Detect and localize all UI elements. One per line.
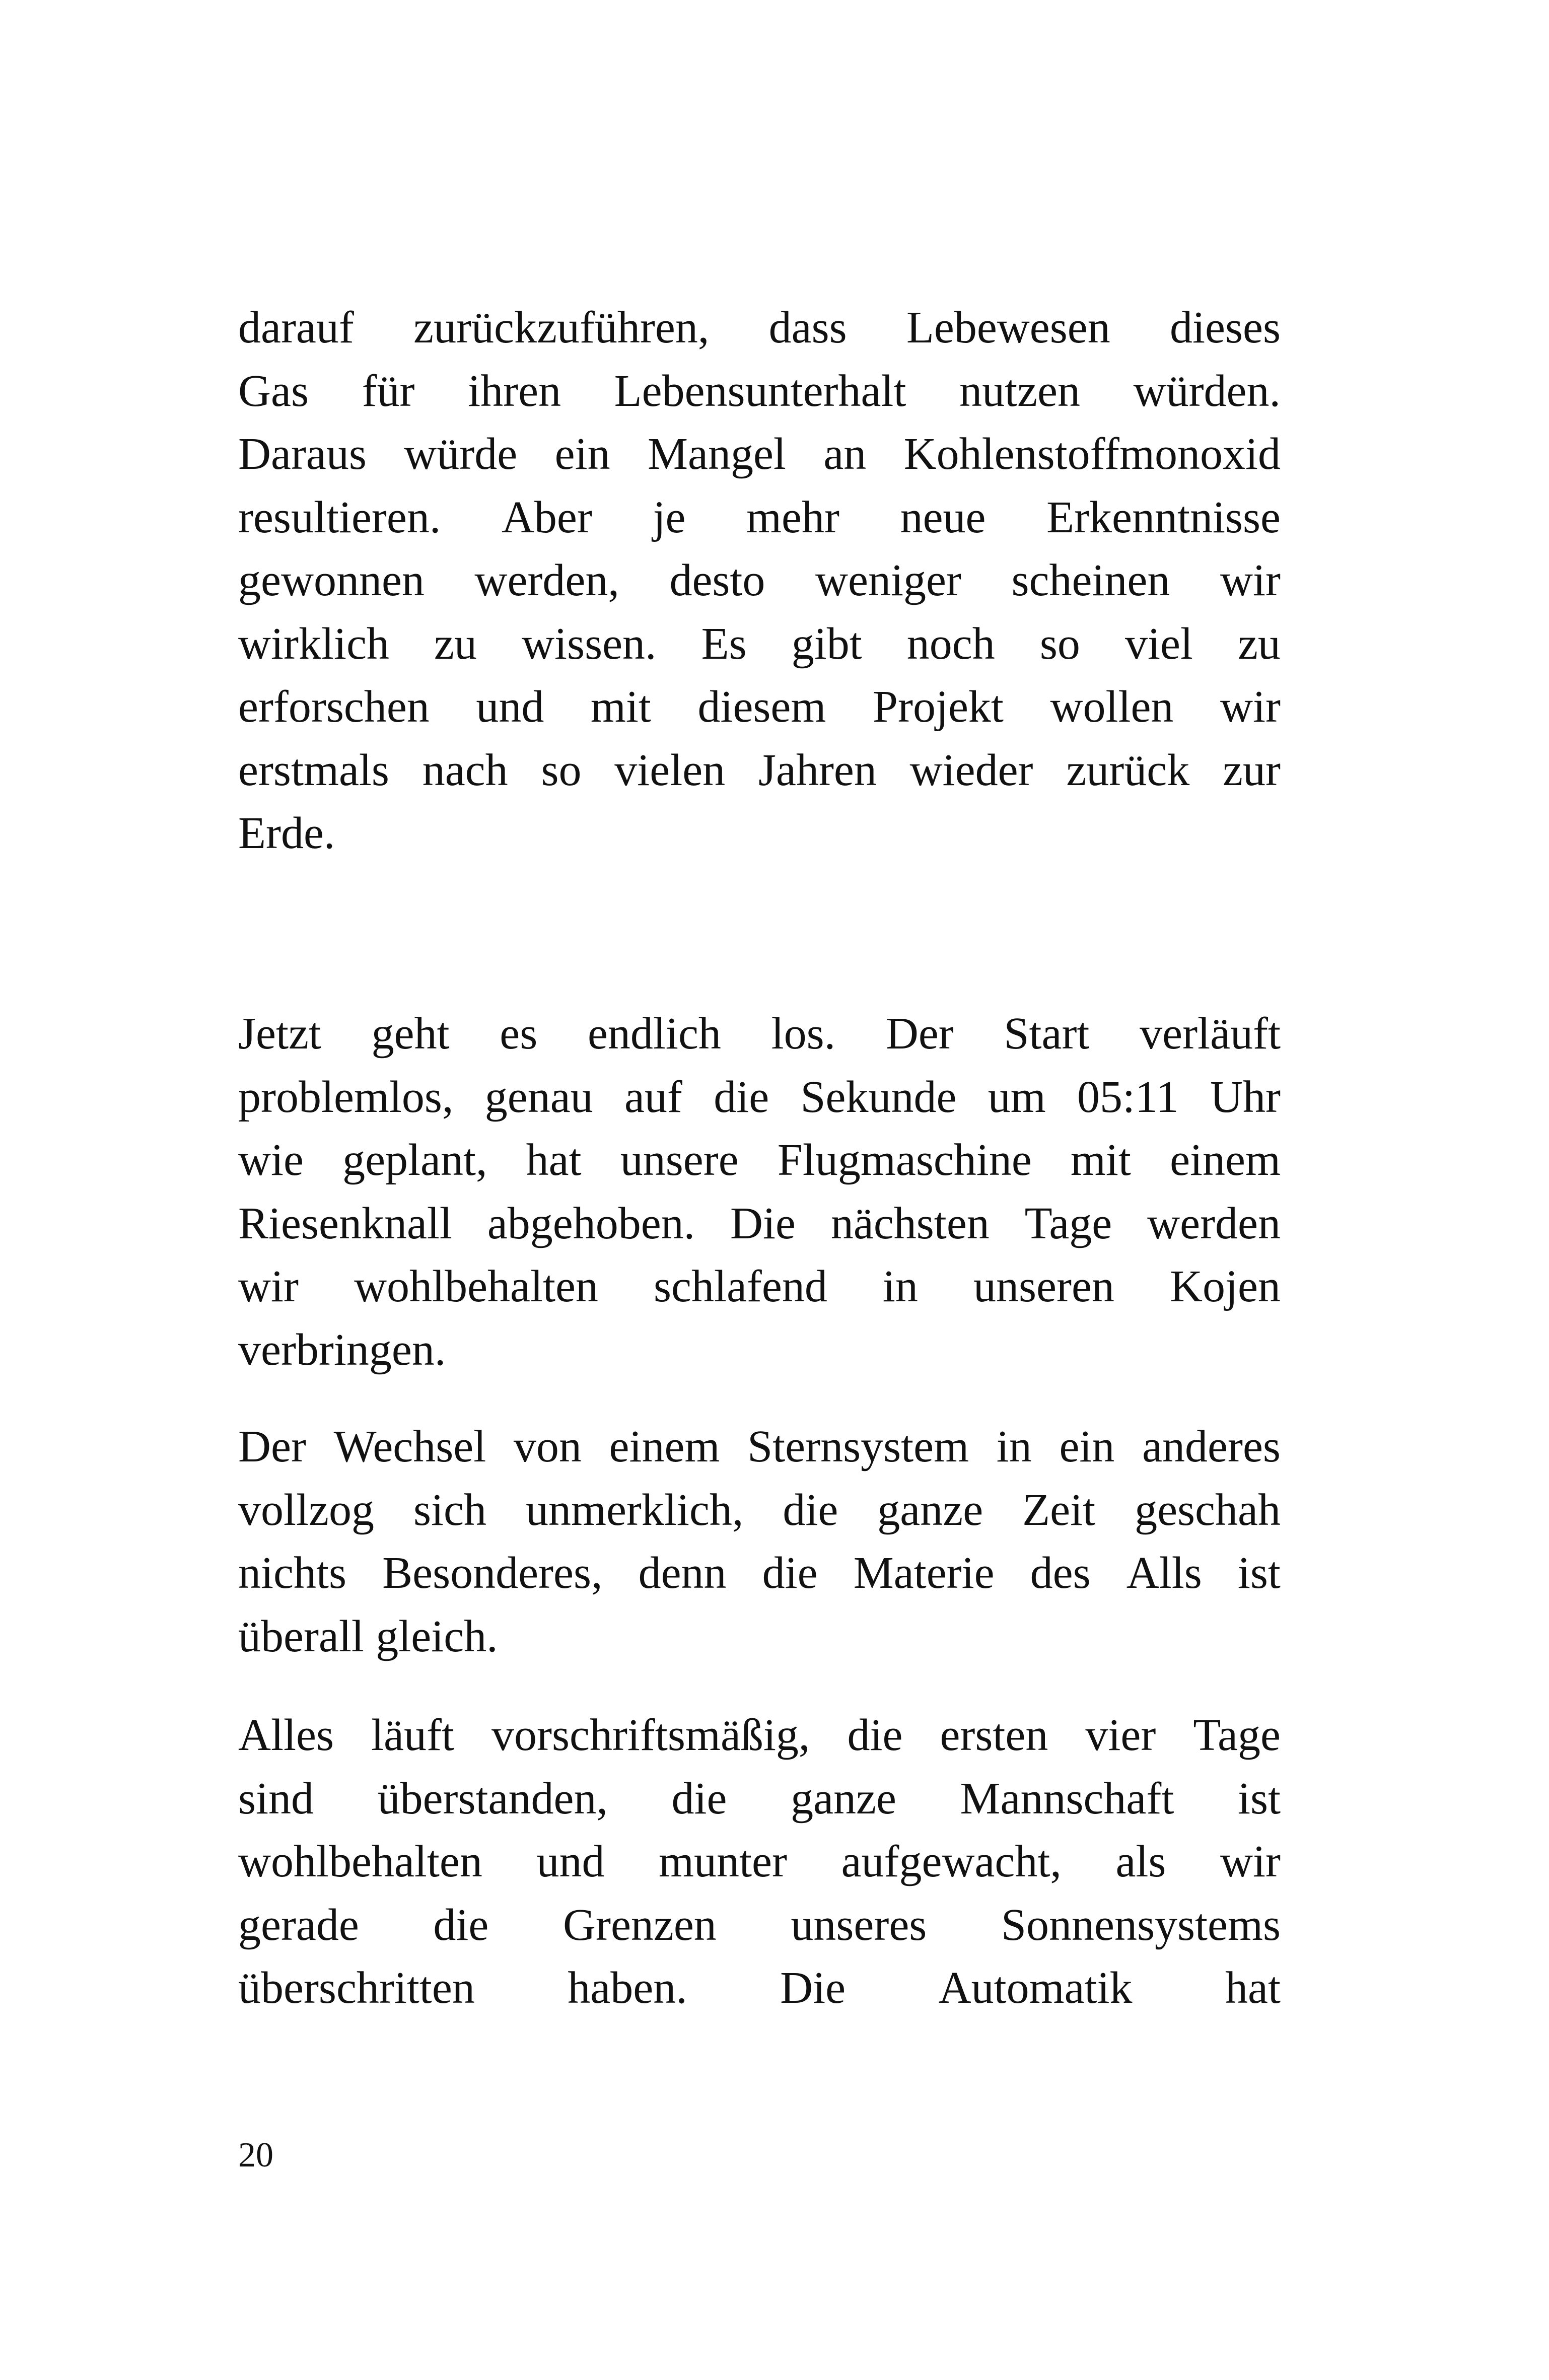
word: die	[714, 1072, 769, 1122]
word: Wechsel	[333, 1422, 486, 1472]
word: die	[433, 1900, 489, 1950]
word: gleich.	[376, 1611, 498, 1661]
word: viel	[1124, 618, 1193, 669]
word: Die	[730, 1198, 796, 1248]
word: unseres	[791, 1900, 927, 1950]
word: läuft	[371, 1710, 454, 1760]
word: zurückzuführen,	[413, 303, 710, 353]
text-line	[238, 549, 1281, 612]
word: wir	[1220, 1837, 1281, 1886]
word: werden,	[474, 555, 619, 605]
word: wohlbehalten	[238, 1837, 482, 1886]
word: ein	[1059, 1422, 1115, 1472]
word: nach	[422, 745, 508, 795]
word: Gas	[238, 366, 309, 416]
word: Lebensunterhalt	[614, 366, 906, 416]
word: Sonnensystems	[1001, 1900, 1281, 1950]
word: Jetzt	[238, 1009, 321, 1059]
word: Automatik	[938, 1963, 1133, 2013]
word: unsere	[620, 1135, 739, 1185]
text-line	[238, 675, 1281, 739]
word: ganze	[877, 1485, 983, 1535]
word: ein	[554, 429, 610, 479]
word: unmerklich,	[525, 1485, 744, 1535]
word: abgehoben.	[487, 1198, 695, 1248]
word: genau	[484, 1072, 593, 1122]
word: zu	[1237, 618, 1281, 669]
word: auf	[624, 1072, 682, 1122]
word: munter	[659, 1837, 787, 1886]
word: anderes	[1142, 1422, 1281, 1472]
text-line	[238, 1255, 1281, 1318]
word: weniger	[815, 555, 961, 605]
word: mehr	[746, 492, 839, 542]
text-line	[238, 296, 1281, 360]
word: überschritten	[238, 1963, 475, 2013]
text-line	[238, 1479, 1281, 1542]
word: erforschen	[238, 682, 430, 732]
word: aufgewacht,	[841, 1837, 1062, 1886]
word: in	[996, 1422, 1032, 1472]
word: endlich	[587, 1009, 721, 1059]
word: und	[476, 682, 544, 732]
word: wohlbehalten	[354, 1262, 598, 1311]
word: ist	[1237, 1548, 1281, 1598]
word: würden.	[1133, 366, 1281, 416]
word: wissen.	[522, 618, 657, 669]
word: wir	[1220, 682, 1281, 732]
text-line	[238, 802, 1281, 865]
word: vielen	[614, 745, 726, 795]
word: dass	[768, 303, 847, 353]
text-line	[238, 423, 1281, 486]
word: nutzen	[959, 366, 1080, 416]
word: wir	[1220, 555, 1281, 605]
word: Mangel	[647, 429, 786, 479]
word: Besonderes,	[382, 1548, 603, 1598]
word: zur	[1223, 745, 1281, 795]
page-number: 20	[238, 2136, 273, 2175]
word: wieder	[909, 745, 1033, 795]
word: hat	[526, 1135, 582, 1185]
word: los.	[771, 1009, 836, 1059]
word: geschah	[1135, 1485, 1281, 1535]
text-line	[238, 1542, 1281, 1605]
word: scheinen	[1011, 555, 1170, 605]
word: dieses	[1170, 303, 1281, 353]
word: wir	[238, 1262, 299, 1311]
word: die	[671, 1773, 727, 1824]
word: werden	[1147, 1198, 1281, 1248]
text-line	[238, 1830, 1281, 1894]
word: noch	[906, 618, 995, 669]
text-line	[238, 1894, 1281, 1957]
text-line	[238, 1704, 1281, 1767]
text-line	[238, 1767, 1281, 1831]
word: mit	[1070, 1135, 1131, 1185]
word: unseren	[973, 1262, 1114, 1311]
word: schlafend	[654, 1262, 827, 1311]
text-line	[238, 1129, 1281, 1192]
word: Riesenknall	[238, 1198, 452, 1248]
word: Uhr	[1210, 1072, 1281, 1122]
text-line	[238, 1956, 1281, 2020]
word: würde	[404, 429, 518, 479]
word: geht	[371, 1009, 450, 1059]
word: neue	[900, 492, 986, 542]
word: Projekt	[872, 682, 1004, 732]
word: Lebewesen	[906, 303, 1110, 353]
word: Der	[885, 1009, 954, 1059]
word: und	[536, 1837, 605, 1886]
word: die	[847, 1710, 903, 1760]
word: die	[762, 1548, 818, 1598]
word: Flugmaschine	[777, 1135, 1032, 1185]
word: ihren	[468, 366, 561, 416]
word: Alles	[238, 1710, 334, 1760]
paragraph-3	[238, 1415, 1281, 1668]
word: gewonnen	[238, 555, 425, 605]
word: Sternsystem	[747, 1422, 969, 1472]
word: erstmals	[238, 745, 389, 795]
word: Es	[701, 618, 747, 669]
word: gibt	[791, 618, 862, 669]
text-line	[238, 1192, 1281, 1255]
word: Materie	[853, 1548, 995, 1598]
word: Sekunde	[800, 1072, 957, 1122]
paragraph-4	[238, 1704, 1281, 2020]
word: Start	[1004, 1009, 1090, 1059]
word: um	[988, 1072, 1046, 1122]
word: in	[882, 1262, 918, 1311]
word: Jahren	[758, 745, 877, 795]
word: gerade	[238, 1900, 359, 1950]
word: vollzog	[238, 1485, 374, 1535]
word: die	[783, 1485, 838, 1535]
text-line	[238, 486, 1281, 549]
word: ersten	[940, 1710, 1048, 1760]
text-line	[238, 739, 1281, 802]
word: wollen	[1050, 682, 1174, 732]
word: 05:11	[1077, 1072, 1179, 1122]
text-line	[238, 1002, 1281, 1066]
word: einem	[609, 1422, 720, 1472]
word: wirklich	[238, 618, 389, 669]
word: Grenzen	[562, 1900, 717, 1950]
word: Kojen	[1169, 1262, 1281, 1311]
paragraph-1	[238, 296, 1281, 865]
word: einem	[1170, 1135, 1281, 1185]
word: Daraus	[238, 429, 367, 479]
word: so	[1039, 618, 1080, 669]
word: Tage	[1193, 1710, 1281, 1760]
word: ist	[1237, 1773, 1281, 1824]
word: überstanden,	[377, 1773, 608, 1824]
word: verläuft	[1140, 1009, 1281, 1059]
word: Alls	[1126, 1548, 1202, 1598]
word: ganze	[791, 1773, 896, 1824]
word: Der	[238, 1422, 306, 1472]
word: problemlos,	[238, 1072, 454, 1122]
word: Erkenntnisse	[1046, 492, 1281, 542]
word: haben.	[568, 1963, 687, 2013]
word: Zeit	[1022, 1485, 1096, 1535]
word: vorschriftsmäßig,	[491, 1710, 810, 1760]
word: geplant,	[342, 1135, 487, 1185]
word: vier	[1085, 1710, 1156, 1760]
paragraph-2	[238, 1002, 1281, 1381]
word: denn	[638, 1548, 727, 1598]
word: verbringen.	[238, 1324, 446, 1375]
word: Tage	[1024, 1198, 1112, 1248]
word: nichts	[238, 1548, 346, 1598]
text-line	[238, 1415, 1281, 1479]
word: darauf	[238, 303, 354, 353]
word: so	[541, 745, 582, 795]
word: Mannschaft	[960, 1773, 1174, 1824]
word: es	[500, 1009, 538, 1059]
word: Die	[780, 1963, 846, 2013]
word: Erde.	[238, 808, 335, 858]
text-line	[238, 1605, 1281, 1668]
word: Aber	[501, 492, 592, 542]
word: nächsten	[830, 1198, 990, 1248]
word: resultieren.	[238, 492, 441, 542]
word: sind	[238, 1773, 314, 1824]
word: an	[823, 429, 867, 479]
word: wie	[238, 1135, 304, 1185]
word: desto	[669, 555, 765, 605]
word: zu	[434, 618, 477, 669]
word: Kohlenstoffmonoxid	[903, 429, 1281, 479]
word: als	[1115, 1837, 1166, 1886]
word: von	[513, 1422, 582, 1472]
text-line	[238, 360, 1281, 423]
word: des	[1030, 1548, 1091, 1598]
word: zurück	[1066, 745, 1190, 795]
word: diesem	[697, 682, 826, 732]
text-line	[238, 612, 1281, 676]
text-line	[238, 1066, 1281, 1129]
word: sich	[413, 1485, 486, 1535]
word: überall	[238, 1611, 364, 1661]
word: hat	[1225, 1963, 1281, 2013]
text-line	[238, 1318, 1281, 1382]
word: je	[653, 492, 686, 542]
word: für	[362, 366, 415, 416]
word: mit	[590, 682, 651, 732]
